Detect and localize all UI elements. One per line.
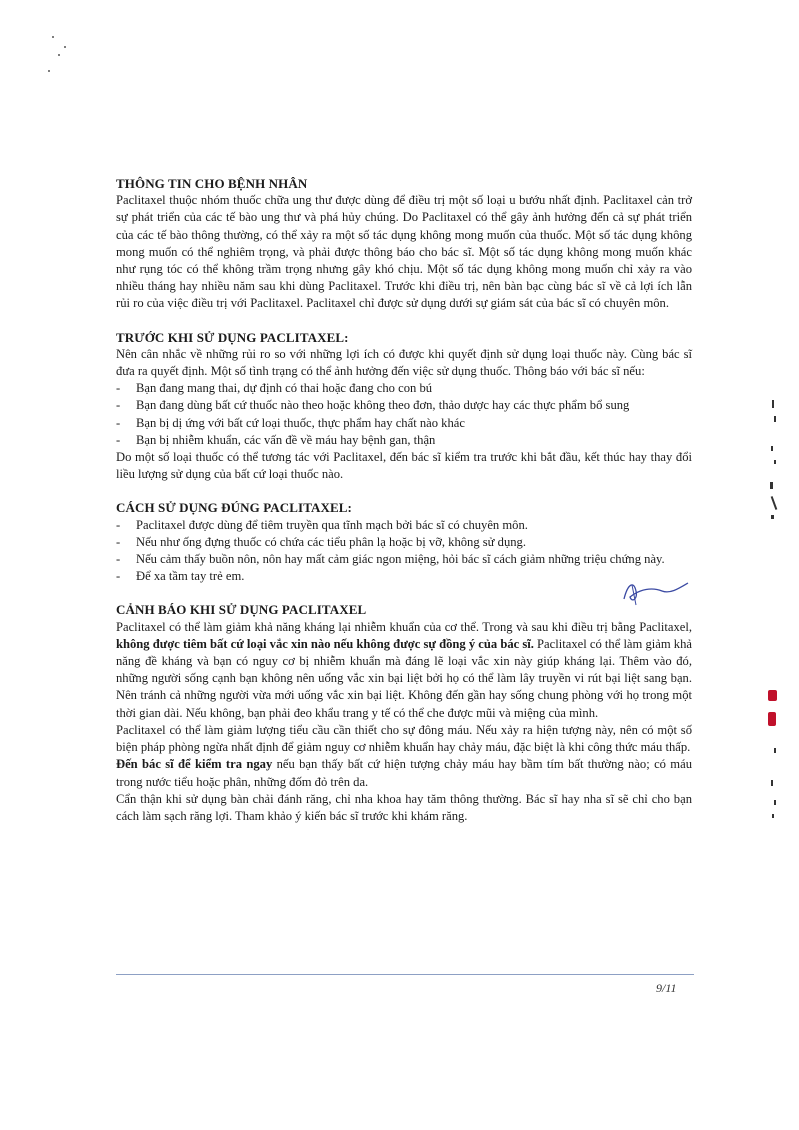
- list-item-text: Bạn bị dị ứng với bất cứ loại thuốc, thực phẩm hay chất nào khác: [136, 415, 465, 430]
- section-patient-info: [116, 175, 692, 313]
- margin-mark: [772, 814, 774, 818]
- list-item-text: Bạn đang dùng bất cứ thuốc nào theo hoặc không theo đơn, thảo dược hay các thực phẩm bổ sung: [136, 398, 630, 413]
- section-before-use: [116, 329, 692, 484]
- paragraph: Do một số loại thuốc có thể tương tác với Paclitaxel, đến bác sĩ kiểm tra trước khi bắt đầu, kết thúc hay thay đổi liều lượng sử dụng của bất cứ loại thuốc nào.: [116, 450, 692, 482]
- margin-mark: [771, 496, 778, 510]
- bullet-marker: -: [116, 415, 121, 430]
- bullet-marker: -: [116, 517, 121, 532]
- margin-mark: [774, 800, 776, 805]
- bullet-marker: -: [116, 432, 121, 447]
- scan-speck: [58, 54, 60, 56]
- handwritten-initial-signature: [618, 577, 690, 607]
- list-item: [116, 568, 692, 585]
- paragraph-text: Paclitaxel có thể làm giảm khả năng kháng lại nhiễm khuẩn của cơ thể. Trong và sau khi điều trị bằng Paclitaxel,: [116, 619, 692, 634]
- list-item-text: Để xa tầm tay trẻ em.: [136, 569, 245, 584]
- margin-mark: [771, 780, 773, 786]
- list-item-text: Bạn đang mang thai, dự định có thai hoặc đang cho con bú: [136, 381, 433, 396]
- margin-mark: [774, 416, 776, 422]
- list-item-text: Nếu cảm thấy buồn nôn, nôn hay mất cảm giác ngon miệng, hỏi bác sĩ cách giảm những triệu chứng này.: [136, 552, 665, 567]
- margin-mark: [770, 482, 773, 489]
- margin-mark: [771, 515, 774, 519]
- paragraph-text: Paclitaxel có thể làm giảm khả năng đề kháng và bạn có nguy cơ bị nhiễm khuẩn mà đáng lẽ loại vắc xin này giúp kháng lại. Thêm vào đó, những người sống cạnh bạn không nên uống vắc xin bại liệt bởi họ có thể làm lây truyền vi rút bại liệt sang bạn. Nên tránh cả những người vừa mới uống vắc xin bại liệt. Không đến gần hay sống chung phòng với họ trong một thời gian dài. Nếu không, bạn phải đeo khẩu trang y tế có thể che được mũi và miệng của mình.: [116, 636, 692, 720]
- section-heading: CẢNH BÁO KHI SỬ DỤNG PACLITAXEL: [116, 602, 367, 618]
- scan-speck: [48, 70, 50, 72]
- margin-mark: [774, 460, 776, 464]
- margin-mark: [771, 446, 773, 451]
- scan-speck: [52, 36, 54, 38]
- list-item-text: Paclitaxel được dùng để tiêm truyền qua tĩnh mạch bởi bác sĩ có chuyên môn.: [136, 517, 528, 532]
- list-item: [116, 380, 692, 397]
- section-heading: CÁCH SỬ DỤNG ĐÚNG PACLITAXEL:: [116, 500, 352, 516]
- bullet-list: [116, 380, 692, 449]
- section-warnings: [116, 601, 692, 825]
- paragraph-text: nếu bạn thấy bất cứ hiện tượng chảy máu hay bầm tím bất thường nào; có máu trong nước tiểu hoặc phân, những đốm đỏ trên da.: [116, 757, 692, 789]
- bullet-marker: -: [116, 381, 121, 396]
- page-number: 9/11: [656, 981, 677, 995]
- paragraph: [116, 619, 692, 722]
- scan-speck: [64, 46, 66, 48]
- footer-rule: [116, 974, 694, 975]
- paragraph: [116, 756, 692, 790]
- margin-mark: [774, 748, 776, 753]
- section-heading: TRƯỚC KHI SỬ DỤNG PACLITAXEL:: [116, 329, 349, 345]
- bullet-marker: -: [116, 534, 121, 549]
- bullet-marker: -: [116, 569, 121, 584]
- margin-mark-red: [768, 690, 777, 701]
- margin-mark-red: [768, 712, 776, 726]
- document-body: [116, 175, 692, 841]
- bullet-list: [116, 517, 692, 586]
- list-item: [116, 397, 692, 414]
- section-heading: THÔNG TIN CHO BỆNH NHÂN: [116, 176, 308, 191]
- bold-warning: không được tiêm bất cứ loại vắc xin nào nếu không được sự đồng ý của bác sĩ.: [116, 636, 534, 651]
- margin-mark: [772, 400, 774, 408]
- list-item: [116, 432, 692, 449]
- bullet-marker: -: [116, 552, 121, 567]
- paragraph: Nên cân nhắc về những rủi ro so với những lợi ích có được khi quyết định sử dụng loại thuốc này. Cùng bác sĩ đưa ra quyết định. Một số tình trạng có thể ảnh hưởng đến việc sử dụng thuốc. Thông báo với bác sĩ nếu:: [116, 346, 692, 379]
- paragraph: Cẩn thận khi sử dụng bàn chải đánh răng, chỉ nha khoa hay tăm thông thường. Bác sĩ hay nha sĩ sẽ chỉ cho bạn cách làm sạch răng lợi. Tham khảo ý kiến bác sĩ trước khi khám răng.: [116, 791, 692, 823]
- paragraph: Paclitaxel có thể làm giảm lượng tiểu cầu cần thiết cho sự đông máu. Nếu xảy ra hiện tượng này, nên có một số biện pháp phòng ngừa nhất định để giảm nguy cơ nhiễm khuẩn hay chảy máu, đặc biệt là khi công thức máu thấp.: [116, 722, 692, 755]
- list-item: [116, 534, 692, 551]
- list-item-text: Nếu như ống đựng thuốc có chứa các tiểu phân lạ hoặc bị vỡ, không sử dụng.: [136, 534, 526, 549]
- list-item-text: Bạn bị nhiễm khuẩn, các vấn đề về máu hay bệnh gan, thận: [136, 432, 436, 447]
- list-item: [116, 551, 692, 568]
- paragraph: Paclitaxel thuộc nhóm thuốc chữa ung thư được dùng để điều trị một số loại u bướu nhất định. Paclitaxel cản trở sự phát triển của các tế bào ung thư và phá hủy chúng. Do Paclitaxel có thể gây ảnh hưởng đến cả sự phát triển của các tế bào thông thường, có thể xảy ra một số tác dụng không mong muốn của thuốc. Một số tác dụng không mong muốn có thể nghiêm trọng, và phải được thông báo cho bác sĩ. Một số tác dụng không mong muốn khác như rụng tóc có thể không trầm trọng nhưng gây khó chịu. Một số tác dụng không mong muốn chỉ xảy ra vào nhiều tháng hay nhiều năm sau khi dùng Paclitaxel. Trước khi điều trị, nên bàn bạc cùng bác sĩ về cả lợi ích lẫn rủi ro của việc điều trị với Paclitaxel. Paclitaxel chỉ được sử dụng dưới sự giám sát của bác sĩ có chuyên môn.: [116, 193, 692, 311]
- list-item: [116, 517, 692, 534]
- list-item: [116, 415, 692, 432]
- bold-warning: Đến bác sĩ để kiểm tra ngay: [116, 757, 273, 772]
- bullet-marker: -: [116, 398, 121, 413]
- section-correct-usage: [116, 499, 692, 585]
